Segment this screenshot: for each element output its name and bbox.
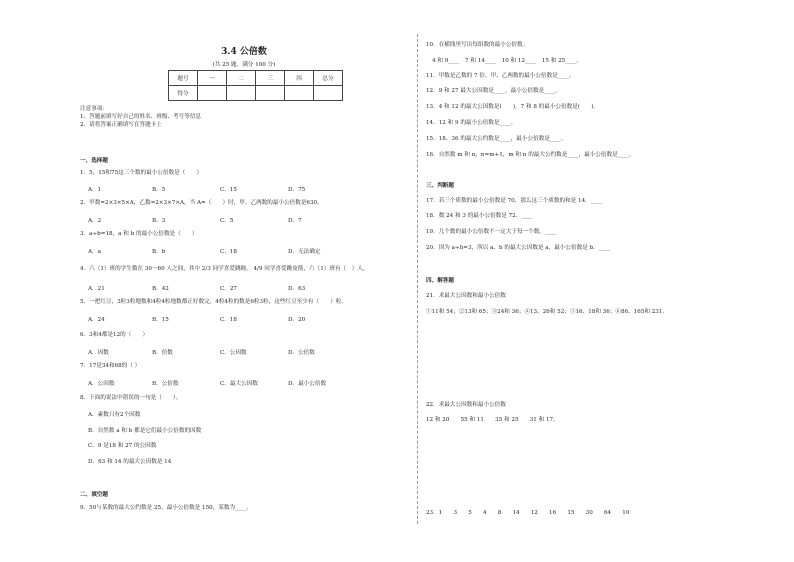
score-cell: 总分 <box>314 71 343 86</box>
question-text: 15．18、36 的最大公约数是____，最小公倍数是____。 <box>426 136 567 142</box>
question-text: ①11和 54；②13和 65；③24和 36；④13、26和 52；⑤16、18和 36；⑥86、165和 231． <box>426 309 669 315</box>
question-text: 20．因为 a÷b=3，所以 a、b 的最大公因数是 a，最小公倍数是 b．____ <box>426 245 610 251</box>
option: C．18 <box>220 317 237 323</box>
option: C．15 <box>220 187 237 193</box>
question-text: 8．下面的说法中错误的一句是（ ）。 <box>80 395 182 401</box>
option: D．20 <box>288 317 306 323</box>
option: D．75 <box>288 187 306 193</box>
option: D．7 <box>288 218 302 224</box>
question-text: 3．a÷b=18，a 和 b 的最小公倍数是（ ） <box>80 231 198 237</box>
option: B．b <box>152 249 166 255</box>
question-text: 23．1 3 5 4 8 14 12 16 15 30 64 10 <box>426 510 630 516</box>
score-cell: 四 <box>285 71 314 86</box>
option: A．因数 <box>88 350 109 356</box>
notes-heading: 注意事项： <box>80 106 108 112</box>
option: C．最大公因数 <box>220 381 258 387</box>
question-text: 12 和 20 55 和 11 35 和 25 31 和 17。 <box>426 417 559 423</box>
question-text: 4．六（1）班的学生数在 30～60 人之间，其中 2/3 同学喜爱跳绳， 4/9 同学喜爱跳皮筋，六（1）班有（ ）人。 <box>80 266 369 272</box>
question-text: 6．3和4都是12的（ ） <box>80 332 149 338</box>
score-cell <box>285 86 314 101</box>
score-cell: 得分 <box>169 86 198 101</box>
option: A．1 <box>88 187 102 193</box>
option: D．无法确定 <box>288 249 321 255</box>
option: B．倍数 <box>152 350 173 356</box>
question-text: 19．几个数的最小公倍数不一定大于每一个数。____ <box>426 229 557 235</box>
section-heading: 二、填空题 <box>80 492 108 498</box>
question-text: 7．17是34和68的（ ） <box>80 363 141 369</box>
note-item: 2、请将答案正确填写在答题卡上 <box>80 122 162 128</box>
option: C．5 <box>220 218 234 224</box>
option: D．公倍数 <box>288 350 315 356</box>
section-heading: 三、判断题 <box>426 183 454 189</box>
question-text: 12．9 和 27 最大公因数是____，最小公倍数是____。 <box>426 88 562 94</box>
score-cell: 三 <box>256 71 285 86</box>
question-text: 10．在横线里写出每组数的最小公倍数。 <box>426 42 529 48</box>
option: A．素数只有2个因数 <box>88 412 141 418</box>
option: B．5 <box>152 187 166 193</box>
question-text: 18．数 24 和 3 的最小公倍数是 72．____ <box>426 213 533 219</box>
option: A．24 <box>88 317 105 323</box>
question-text: 17．若三个质数的最小公倍数是 70，那么这三个质数的和是 14．____ <box>426 198 602 204</box>
question-text: 4 和 9____ 7 和 14____ 10 和 12____ 15 和 25____。 <box>432 58 582 64</box>
section-heading: 四、解答题 <box>426 278 454 284</box>
option: D．63 <box>288 286 306 292</box>
question-text: 14．12 和 9 的最小公倍数是____。 <box>426 120 517 126</box>
question-text: 11．甲数是乙数的 7 倍，甲、乙两数的最小公倍数是____。 <box>426 73 575 79</box>
score-table <box>168 70 343 101</box>
score-cell <box>314 86 343 101</box>
question-text: 1．5，15和75这三个数的最小公倍数是（ ） <box>80 170 203 176</box>
question-text: 22．求最大公因数和最小公倍数 <box>426 402 506 408</box>
option: A．21 <box>88 286 105 292</box>
note-item: 1、答题前填写好自己的姓名、班级、考号等信息 <box>80 114 202 120</box>
score-cell <box>256 86 285 101</box>
question-text: 13．4 和 12 的最大公因数是( )，7 和 8 的最小公倍数是( )。 <box>426 104 599 110</box>
question-text: 9．50与某数的最大公约数是 25，最小公倍数是 150，某数为____。 <box>80 505 252 511</box>
score-cell <box>227 86 256 101</box>
option: C．18 <box>220 249 237 255</box>
option: C．公因数 <box>220 350 247 356</box>
page-subtitle: (共 25 题，满分 100 分) <box>212 62 276 68</box>
option: D．63 和 14 的最大公因数是 14 <box>88 459 172 465</box>
option: B．公倍数 <box>152 381 179 387</box>
option: B．自然数 a 和 b 都是它们最小公倍数的因数 <box>88 428 202 434</box>
question-text: 16．自然数 m 和 n，n=m+1，m 和 n 的最大公约数是____，最小公倍数是____。 <box>426 152 635 158</box>
option: A．a <box>88 249 101 255</box>
column-divider <box>417 34 418 524</box>
question-text: 21．求最大公因数和最小公倍数 <box>426 293 506 299</box>
option: C．9 是18 和 27 的公因数 <box>88 443 157 449</box>
option: C．27 <box>220 286 237 292</box>
option: A．2 <box>88 218 102 224</box>
option: D．最小公倍数 <box>288 381 327 387</box>
question-text: 5．一把红豆，3粒3粒地数和4粒4粒地数都正好数完，4粒4粒的数是6粒3粒，这些红豆至少有（ ）粒。 <box>80 299 347 305</box>
option: B．42 <box>152 286 169 292</box>
option: B．3 <box>152 218 166 224</box>
score-cell: 一 <box>198 71 227 86</box>
question-text: 2．甲数=2×3×5×A，乙数=2×3×7×A，当 A=（ ）时，甲、乙两数的最小公倍数是630。 <box>80 200 323 206</box>
section-heading: 一、选择题 <box>80 158 108 164</box>
score-cell <box>198 86 227 101</box>
option: B．15 <box>152 317 169 323</box>
score-cell: 二 <box>227 71 256 86</box>
score-cell: 题号 <box>169 71 198 86</box>
option: A．公因数 <box>88 381 115 387</box>
page-title: 3.4 公倍数 <box>221 47 267 57</box>
